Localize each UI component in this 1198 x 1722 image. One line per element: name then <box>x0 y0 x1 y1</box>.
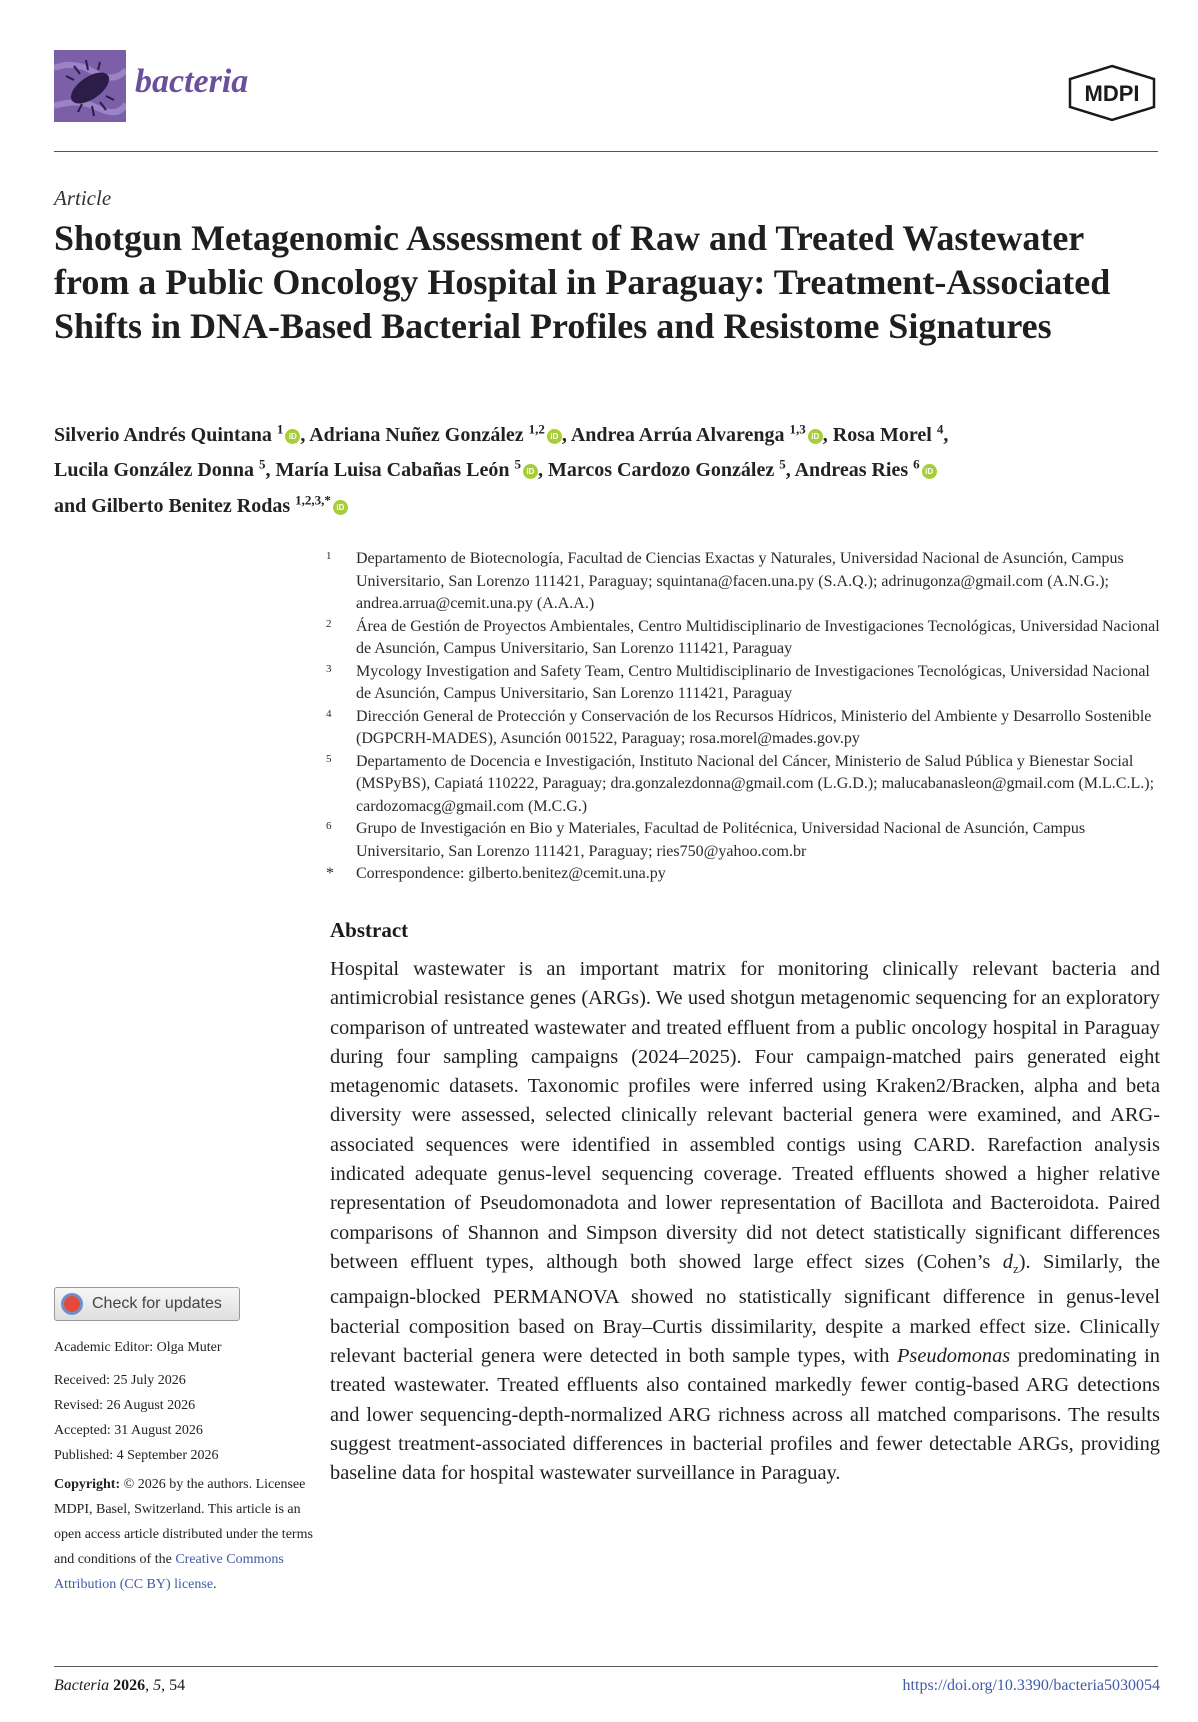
footer-rule <box>54 1666 1158 1667</box>
orcid-icon[interactable]: iD <box>285 429 300 444</box>
author <box>832 421 949 446</box>
author <box>275 456 548 482</box>
affiliation <box>326 616 1166 661</box>
author-affiliation: 5 <box>514 456 521 472</box>
author-affiliation: 4 <box>936 421 944 436</box>
author-name: Marcos Cardozo González <box>547 459 775 482</box>
author-affiliation: 1,2 <box>528 421 545 436</box>
doi-link[interactable]: https://doi.org/10.3390/bacteria5030054 <box>902 1677 1160 1694</box>
affiliation-text: Departamento de Docencia e Investigación, Instituto Nacional del Cáncer, Ministerio de Salud Pública y Bienestar Social (MSPyBS), Capiatá 110222, Paraguay; dra.gonzalezdonna@gmail.com (L.G.D.); malucabanasleon@gmail.com (M.L.C.L.); cardozomacg@gmail.com (M.C.G.) <box>356 752 1155 815</box>
affiliation <box>326 818 1166 863</box>
genus-name: Pseudomonas <box>896 1344 1011 1367</box>
author-affiliation: 1,2,3,* <box>295 492 331 508</box>
author-affiliation: 6 <box>913 456 920 472</box>
affiliation <box>326 751 1166 819</box>
copyright-notice <box>54 1472 314 1597</box>
affiliation-number: 2 <box>326 617 332 630</box>
author-separator: , <box>943 423 949 446</box>
author-name: Rosa Morel <box>832 423 932 446</box>
author-name: Silverio Andrés Quintana <box>54 423 272 446</box>
affiliation-text: Mycology Investigation and Safety Team, Centro Multidisciplinario de Investigaciones Tecnológicas, Universidad Nacional de Asunción, Campus Universitario, San Lorenzo 111421, Paraguay <box>356 662 1150 702</box>
author-separator: , <box>300 423 310 446</box>
footer-volume: 5 <box>153 1677 162 1694</box>
article-type: Article <box>54 186 112 210</box>
copyright-label: Copyright: <box>54 1477 121 1492</box>
article-title: Shotgun Metagenomic Assessment of Raw and Treated Wastewater from a Public Oncology Hospital in Paraguay: Treatment-Associated Shifts in DNA-Based Bacterial Profiles and Resistome Signatures <box>54 218 1111 346</box>
footer-year: 2026 <box>113 1677 146 1694</box>
mdpi-logo <box>1066 64 1158 122</box>
author <box>54 456 276 482</box>
footer-article-number: 54 <box>169 1677 186 1694</box>
abstract-heading: Abstract <box>330 918 409 942</box>
author <box>309 421 571 446</box>
effect-size-symbol: d <box>1002 1250 1013 1273</box>
date-accepted: Accepted: 31 August 2026 <box>54 1423 203 1438</box>
abstract-body <box>330 955 1160 1488</box>
footer-journal: Bacteria <box>54 1677 110 1694</box>
author <box>547 456 795 482</box>
author-separator: , <box>265 459 276 482</box>
affiliation <box>326 706 1166 751</box>
author-name: María Luisa Cabañas León <box>275 459 510 482</box>
mdpi-logo-icon <box>1066 64 1158 122</box>
affiliation-number: 1 <box>326 550 332 562</box>
author-separator: , <box>822 423 833 446</box>
academic-editor: Academic Editor: Olga Muter <box>54 1340 222 1355</box>
author-affiliation: 1 <box>276 421 284 436</box>
affiliation <box>326 548 1166 616</box>
affiliation-number: 3 <box>326 662 332 675</box>
author-list <box>54 414 1154 521</box>
affiliation-text: Área de Gestión de Proyectos Ambientales, Centro Multidisciplinario de Investigaciones Tecnológicas, Universidad Nacional de Asunción, Campus Universitario, San Lorenzo 111421, Paraguay <box>356 617 1160 657</box>
author-separator: , <box>537 459 548 482</box>
author <box>794 456 937 482</box>
abstract-text: predominating in treated wastewater. Treated effluents also contained markedly fewer contig-based ARG detections and lower sequencing-depth-normalized ARG richness across all matched comparisons. The results suggest treatment-associated differences in bacterial profiles and fewer detectable ARGs, providing baseline data for hospital wastewater surveillance in Paraguay. <box>330 1344 1160 1485</box>
publication-dates <box>54 1368 314 1468</box>
correspondence-text: Correspondence: gilberto.benitez@cemit.una.py <box>356 865 666 882</box>
affiliation-text: Departamento de Biotecnología, Facultad de Ciencias Exactas y Naturales, Universidad Nacional de Asunción, Campus Universitario, San Lorenzo 111421, Paraguay; squintana@facen.una.py (S.A.Q.); adrinugonza@gmail.com (A.N.G.); andrea.arrua@cemit.una.py (A.A.A.) <box>356 550 1124 612</box>
date-received: Received: 25 July 2026 <box>54 1373 186 1388</box>
copyright-end: . <box>213 1577 217 1592</box>
author-name: Lucila González Donna <box>54 459 255 482</box>
author-affiliation: 5 <box>259 456 266 472</box>
date-published: Published: 4 September 2026 <box>54 1448 219 1463</box>
affiliation-number: * <box>326 865 334 882</box>
affiliation-number: 4 <box>326 707 332 720</box>
author-separator: , <box>785 459 795 482</box>
affiliation-text: Grupo de Investigación en Bio y Materiales, Facultad de Politécnica, Universidad Nacional de Asunción, Campus Universitario, San Lorenzo 111421, Paraguay; ries750@yahoo.com.br <box>356 820 1086 860</box>
header-rule <box>54 151 1158 152</box>
author-name: and Gilberto Benitez Rodas <box>54 494 291 517</box>
check-updates-icon <box>61 1293 83 1315</box>
orcid-icon[interactable]: iD <box>547 429 562 444</box>
check-updates-label: Check for updates <box>92 1295 222 1312</box>
abstract-text: Hospital wastewater is an important matrix for monitoring clinically relevant bacteria and antimicrobial resistance genes (ARGs). We used shotgun metagenomic sequencing for an exploratory comparison of untreated wastewater and treated effluent from a public oncology hospital in Paraguay during four sampling campaigns (2024–2025). Four campaign-matched pairs generated eight metagenomic datasets. Taxonomic profiles were inferred using Kraken2/Bracken, alpha and beta diversity were assessed, selected clinically relevant bacterial genera were examined, and ARG-associated sequences were identified in assembled contigs using CARD. Rarefaction analysis indicated adequate genus-level sequencing coverage. Treated effluents showed a higher relative representation of Pseudomonadota and lower representation of Bacillota and Bacteroidota. Paired comparisons of Shannon and Simpson diversity did not detect statistically significant differences between effluent types, although both showed large effect sizes (Cohen’s <box>330 958 1160 1273</box>
check-for-updates-button[interactable] <box>54 1287 240 1321</box>
copyright-text: © 2026 by the authors. Licensee MDPI, Basel, Switzerland. This article is an open access article distributed under the terms and conditions of the <box>54 1477 313 1567</box>
effect-size-subscript: z <box>1012 1261 1019 1277</box>
author-name: Andreas Ries <box>794 459 909 482</box>
affiliation-number: 6 <box>326 820 332 832</box>
affiliation-list <box>326 548 1166 886</box>
correspondence <box>326 863 1166 886</box>
bacterium-icon <box>54 50 126 122</box>
journal-logo <box>54 50 126 122</box>
orcid-icon[interactable]: iD <box>808 429 823 444</box>
author <box>54 492 348 517</box>
author <box>570 421 833 446</box>
license-link[interactable]: Creative Commons Attribution (CC BY) license <box>54 1552 284 1592</box>
abstract-text: ). Similarly, the campaign-blocked PERMANOVA showed no statistically significant difference in genus-level bacterial composition based on Bray–Curtis dissimilarity, despite a marked effect size. Clinically relevant bacterial genera were detected in both sample types, with <box>330 1250 1160 1367</box>
affiliation-text: Dirección General de Protección y Conservación de los Recursos Hídricos, Ministerio del Ambiente y Desarrollo Sostenible (DGPCRH-MADES), Asunción 001522, Paraguay; rosa.morel@mades.gov.py <box>356 707 1152 747</box>
citation: Bacteria 2026, 5, 54 <box>54 1677 186 1694</box>
date-revised: Revised: 26 August 2026 <box>54 1398 196 1413</box>
author-name: Adriana Nuñez González <box>309 423 524 446</box>
orcid-icon[interactable]: iD <box>523 464 538 479</box>
journal-name: bacteria <box>135 63 249 100</box>
orcid-icon[interactable]: iD <box>922 464 937 479</box>
author <box>54 421 310 446</box>
author-affiliation: 1,3 <box>789 421 806 436</box>
author-separator: , <box>561 423 571 446</box>
author-name: Andrea Arrúa Alvarenga <box>570 423 785 446</box>
affiliation <box>326 661 1166 706</box>
orcid-icon[interactable]: iD <box>333 500 348 515</box>
affiliation-number: 5 <box>326 752 332 765</box>
svg-text:MDPI: MDPI <box>1084 81 1140 106</box>
author-affiliation: 5 <box>779 456 786 472</box>
